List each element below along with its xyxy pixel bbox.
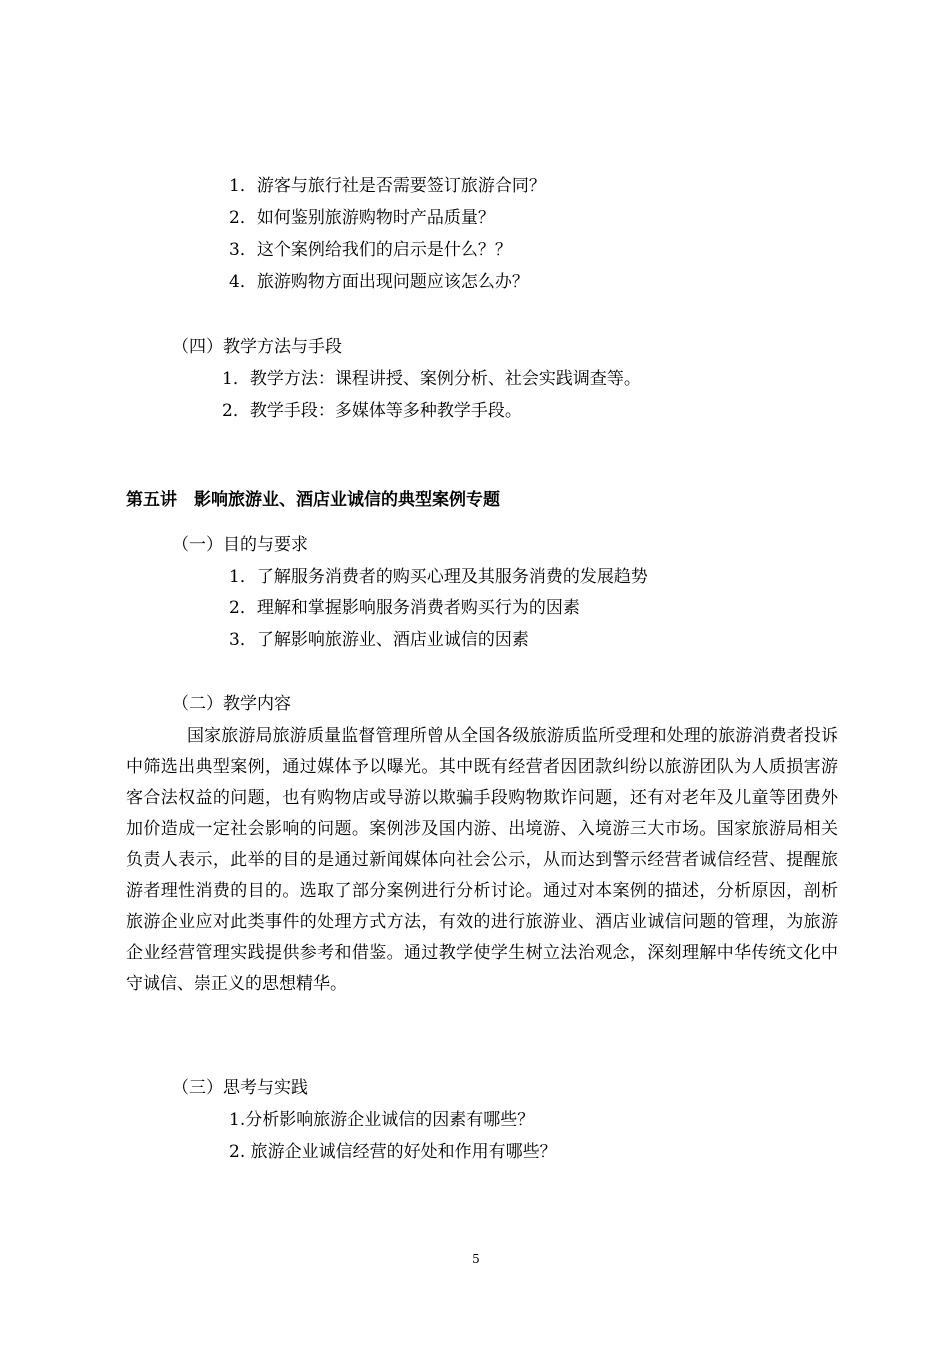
content-paragraph: 国家旅游局旅游质量监督管理所曾从全国各级旅游质监所受理和处理的旅游消费者投诉中筛选出典型案例，通过媒体予以曝光。其中既有经营者因团款纠纷以旅游团队为人质损害游客合法权益的问题，也有购物店或导游以欺骗手段购物欺诈问题，还有对老年及儿童等团费外加价造成一定社会影响的问题。案例涉及国内游、出境游、入境游三大市场。国家旅游局相关负责人表示，此举的目的是通过新闻媒体向社会公示，从而达到警示经营者诚信经营、提醒旅游者理性消费的目的。选取了部分案例进行分析讨论。通过对本案例的描述，分析原因，剖析旅游企业应对此类事件的处理方式方法，有效的进行旅游业、酒店业诚信问题的管理，为旅游企业经营管理实践提供参考和借鉴。通过教学使学生树立法治观念，深刻理解中华传统文化中守诚信、崇正义的思想精华。 — [126, 726, 838, 994]
question-item-2: 2．如何鉴别旅游购物时产品质量？ — [229, 208, 495, 228]
objective-item-3: 3．了解影响旅游业、酒店业诚信的因素 — [229, 630, 529, 650]
question-item-1: 1．游客与旅行社是否需要签订旅游合同？ — [229, 176, 546, 196]
lecture-title: 第五讲 影响旅游业、酒店业诚信的典型案例专题 — [126, 490, 500, 510]
objective-item-2: 2．理解和掌握影响服务消费者购买行为的因素 — [229, 598, 580, 618]
objective-item-1: 1．了解服务消费者的购买心理及其服务消费的发展趋势 — [229, 567, 648, 587]
practice-heading: （三）思考与实践 — [172, 1078, 308, 1098]
objectives-heading: （一）目的与要求 — [172, 535, 308, 555]
practice-item-2: 2. 旅游企业诚信经营的好处和作用有哪些？ — [229, 1142, 557, 1162]
page-number: 5 — [472, 1252, 480, 1266]
teaching-method-item-2: 2．教学手段：多媒体等多种教学手段。 — [222, 401, 522, 421]
content-heading: （二）教学内容 — [172, 694, 291, 714]
teaching-method-item-1: 1．教学方法：课程讲授、案例分析、社会实践调查等。 — [222, 369, 641, 389]
practice-item-1: 1.分析影响旅游企业诚信的因素有哪些？ — [229, 1110, 535, 1130]
teaching-methods-heading: （四）教学方法与手段 — [172, 337, 342, 357]
question-item-3: 3．这个案例给我们的启示是什么？？ — [229, 240, 512, 260]
question-item-4: 4．旅游购物方面出现问题应该怎么办？ — [229, 272, 529, 292]
